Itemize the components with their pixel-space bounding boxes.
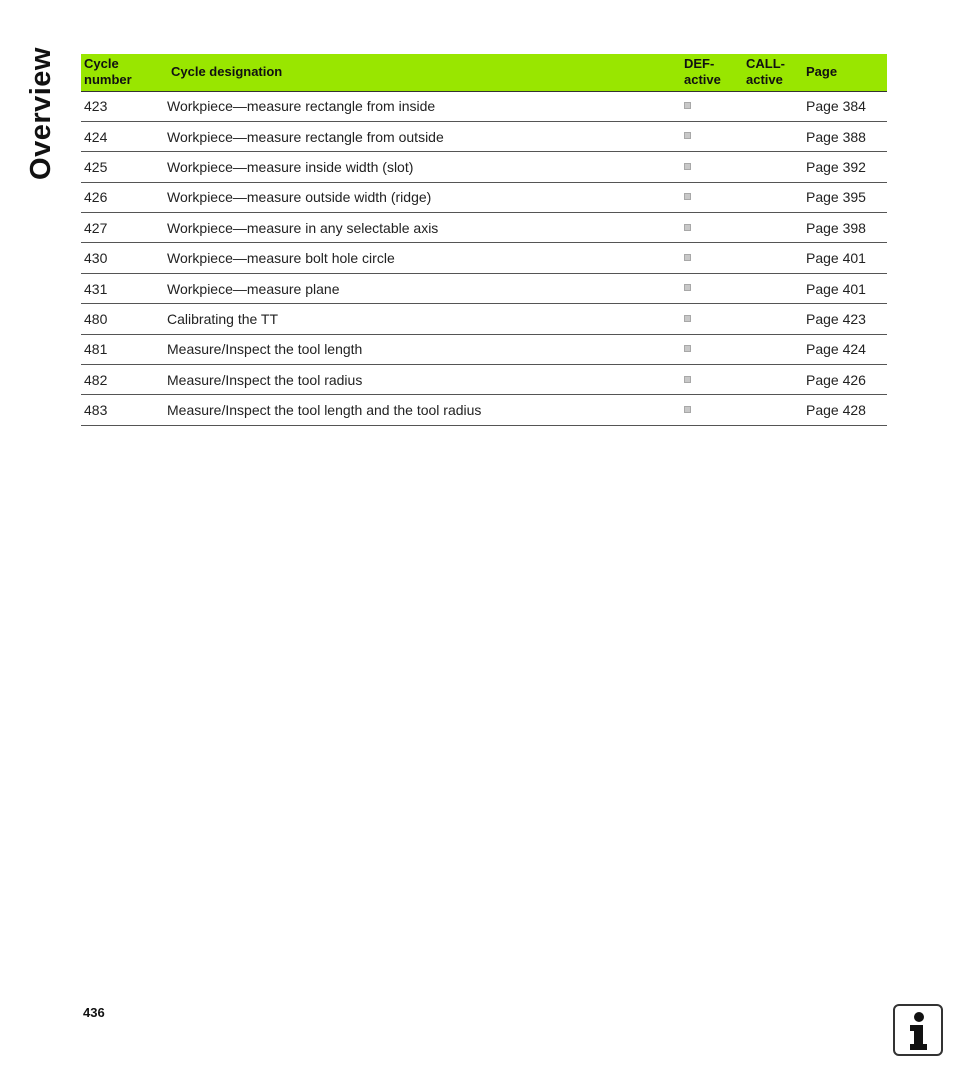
header-page: Page	[803, 54, 887, 91]
cell-cycle-number: 427	[81, 213, 164, 243]
page-number: 436	[83, 1005, 105, 1020]
cell-call-active	[743, 334, 803, 364]
def-active-marker-icon	[684, 284, 691, 291]
cell-call-active	[743, 273, 803, 303]
cell-cycle-number: 483	[81, 395, 164, 425]
cell-cycle-designation: Workpiece—measure in any selectable axis	[164, 213, 681, 243]
cell-cycle-designation: Measure/Inspect the tool length	[164, 334, 681, 364]
cell-page-reference: Page 384	[803, 91, 887, 121]
info-icon-glyph	[895, 1006, 941, 1054]
def-active-marker-icon	[684, 254, 691, 261]
table-row	[81, 304, 887, 334]
cell-cycle-designation: Workpiece—measure rectangle from outside	[164, 121, 681, 151]
cell-def-active	[681, 304, 743, 334]
cell-def-active	[681, 152, 743, 182]
cell-page-reference: Page 395	[803, 182, 887, 212]
def-active-marker-icon	[684, 376, 691, 383]
cell-page-reference: Page 401	[803, 273, 887, 303]
def-active-marker-icon	[684, 193, 691, 200]
table-row	[81, 182, 887, 212]
cell-cycle-number: 430	[81, 243, 164, 273]
table-row	[81, 213, 887, 243]
def-active-marker-icon	[684, 315, 691, 322]
cell-cycle-number: 481	[81, 334, 164, 364]
cell-cycle-number: 482	[81, 365, 164, 395]
cell-def-active	[681, 121, 743, 151]
header-cycle-number-text: Cycle number	[84, 56, 132, 88]
def-active-marker-icon	[684, 345, 691, 352]
cell-call-active	[743, 182, 803, 212]
cell-def-active	[681, 334, 743, 364]
cell-cycle-designation: Workpiece—measure rectangle from inside	[164, 91, 681, 121]
cell-call-active	[743, 365, 803, 395]
cell-cycle-designation: Measure/Inspect the tool length and the tool radius	[164, 395, 681, 425]
header-def-active-text: DEF- active	[684, 56, 721, 88]
cell-call-active	[743, 121, 803, 151]
cell-def-active	[681, 395, 743, 425]
cell-page-reference: Page 424	[803, 334, 887, 364]
cycle-overview-table	[81, 54, 887, 426]
cell-cycle-designation: Measure/Inspect the tool radius	[164, 365, 681, 395]
side-section-label-text: Overview	[24, 46, 57, 180]
table-header-row	[81, 54, 887, 91]
cell-cycle-designation: Workpiece—measure plane	[164, 273, 681, 303]
cell-cycle-number: 431	[81, 273, 164, 303]
def-active-marker-icon	[684, 132, 691, 139]
cell-def-active	[681, 273, 743, 303]
cell-def-active	[681, 182, 743, 212]
cell-call-active	[743, 243, 803, 273]
table-row	[81, 365, 887, 395]
cell-def-active	[681, 243, 743, 273]
info-icon	[893, 1004, 943, 1056]
header-cycle-number	[81, 54, 164, 91]
cell-call-active	[743, 152, 803, 182]
cell-call-active	[743, 304, 803, 334]
def-active-marker-icon	[684, 102, 691, 109]
cell-cycle-number: 423	[81, 91, 164, 121]
cell-call-active	[743, 91, 803, 121]
cell-page-reference: Page 388	[803, 121, 887, 151]
cell-page-reference: Page 398	[803, 213, 887, 243]
header-cycle-designation: Cycle designation	[164, 54, 681, 91]
cell-cycle-number: 480	[81, 304, 164, 334]
table-row	[81, 152, 887, 182]
cell-cycle-designation: Workpiece—measure inside width (slot)	[164, 152, 681, 182]
cell-call-active	[743, 395, 803, 425]
cell-def-active	[681, 213, 743, 243]
table-row	[81, 395, 887, 425]
cell-page-reference: Page 392	[803, 152, 887, 182]
def-active-marker-icon	[684, 406, 691, 413]
cell-def-active	[681, 365, 743, 395]
cell-def-active	[681, 91, 743, 121]
side-section-label	[24, 46, 58, 180]
table-header	[81, 54, 887, 91]
header-call-active-text: CALL- active	[746, 56, 785, 88]
table-row	[81, 91, 887, 121]
cell-call-active	[743, 213, 803, 243]
table-row	[81, 334, 887, 364]
cell-page-reference: Page 423	[803, 304, 887, 334]
cell-cycle-number: 424	[81, 121, 164, 151]
cell-cycle-number: 425	[81, 152, 164, 182]
def-active-marker-icon	[684, 163, 691, 170]
cell-page-reference: Page 401	[803, 243, 887, 273]
cell-cycle-designation: Workpiece—measure outside width (ridge)	[164, 182, 681, 212]
table-row	[81, 121, 887, 151]
header-call-active	[743, 54, 803, 91]
cell-page-reference: Page 428	[803, 395, 887, 425]
cell-page-reference: Page 426	[803, 365, 887, 395]
table-row	[81, 243, 887, 273]
table-body	[81, 91, 887, 425]
header-def-active	[681, 54, 743, 91]
cell-cycle-designation: Calibrating the TT	[164, 304, 681, 334]
table-row	[81, 273, 887, 303]
cell-cycle-designation: Workpiece—measure bolt hole circle	[164, 243, 681, 273]
cell-cycle-number: 426	[81, 182, 164, 212]
def-active-marker-icon	[684, 224, 691, 231]
